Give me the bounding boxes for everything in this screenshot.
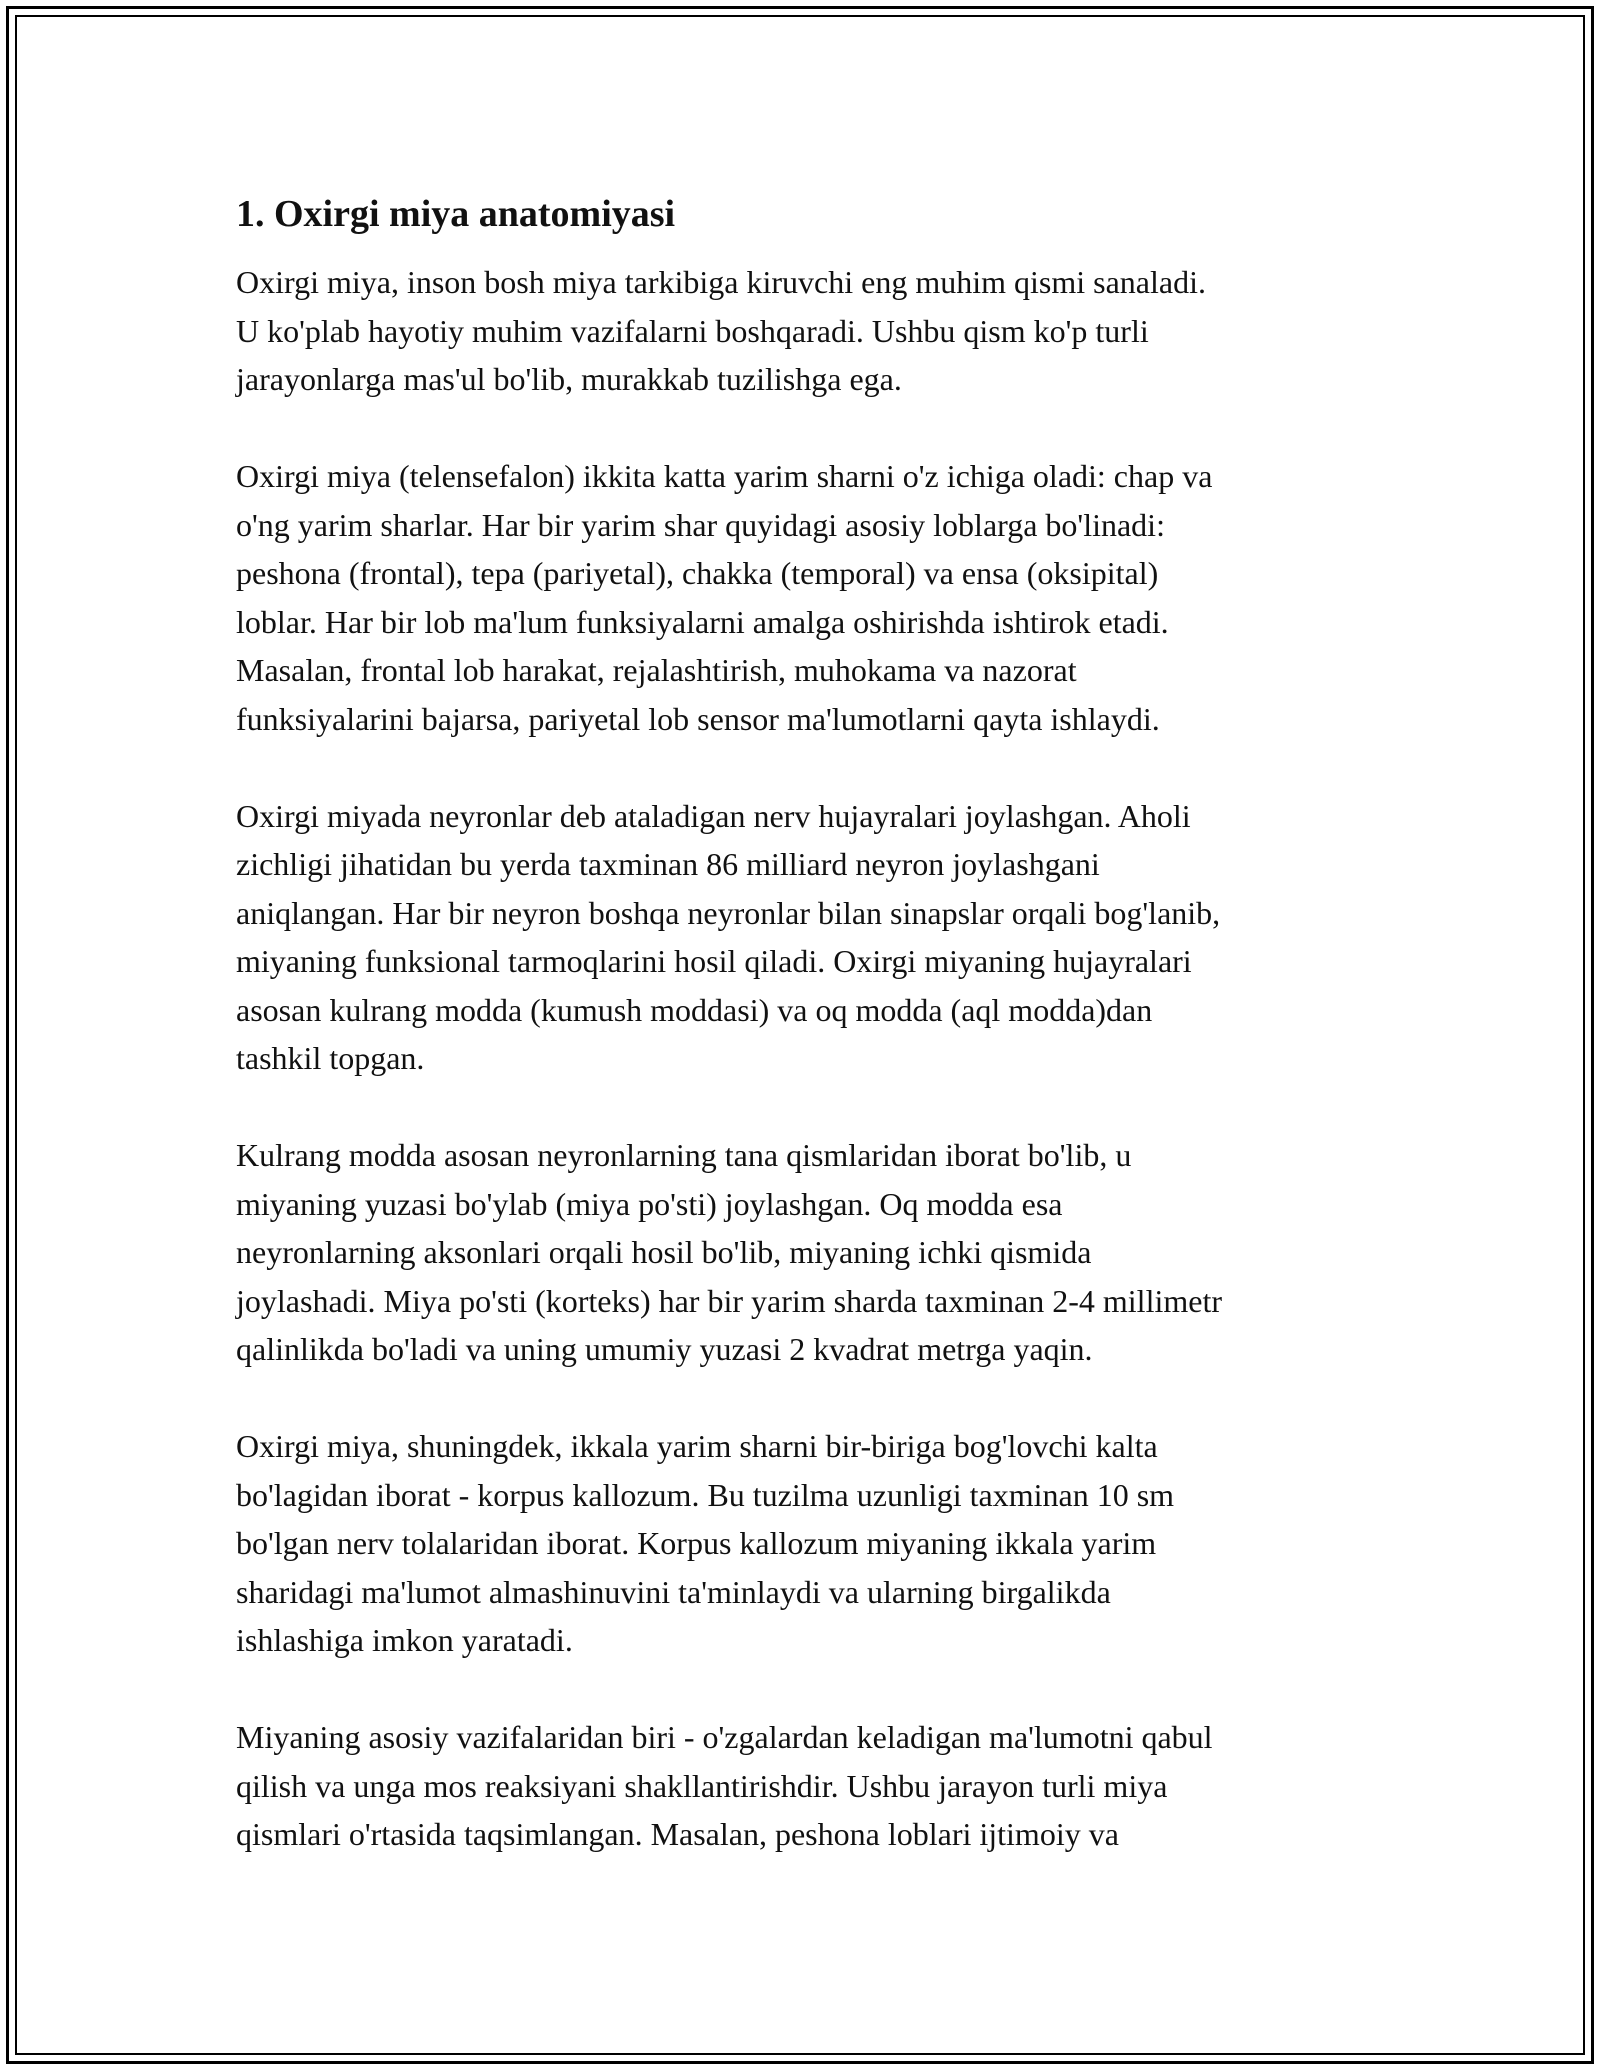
text-line: asosan kulrang modda (kumush moddasi) va oq modda (aql modda)dan xyxy=(236,991,1153,1028)
text-line: Masalan, frontal lob harakat, rejalashtirish, muhokama va nazorat xyxy=(236,652,1077,688)
text-line: qilish va unga mos reaksiyani shakllantirishdir. Ushbu jarayon turli miya xyxy=(236,1767,1168,1804)
section-heading: 1. Oxirgi miya anatomiyasi xyxy=(236,193,676,235)
text-line: neyronlarning aksonlari orqali hosil bo'lib, miyaning ichki qismida xyxy=(236,1234,1092,1270)
text-line: Oxirgi miya, shuningdek, ikkala yarim sharni bir-biriga bog'lovchi kalta xyxy=(236,1428,1158,1464)
text-line: jarayonlarga mas'ul bo'lib, murakkab tuzilishga ega. xyxy=(236,361,902,397)
text-line: miyaning funksional tarmoqlarini hosil qiladi. Oxirgi miyaning hujayralari xyxy=(236,943,1192,979)
document-body xyxy=(236,190,1396,1907)
text-line: tashkil topgan. xyxy=(236,1040,425,1076)
text-line: bo'lgan nerv tolalaridan iborat. Korpus kallozum miyaning ikkala yarim xyxy=(236,1525,1157,1561)
text-line: funksiyalarini bajarsa, pariyetal lob sensor ma'lumotlarni qayta ishlaydi. xyxy=(236,700,1160,737)
paragraph xyxy=(236,1131,1396,1374)
text-line: Oxirgi miyada neyronlar deb ataladigan nerv hujayralari joylashgan. Aholi xyxy=(236,797,1191,834)
paragraph xyxy=(236,452,1396,743)
paragraph-list xyxy=(236,258,1396,1859)
text-line: miyaning yuzasi bo'ylab (miya po'sti) joylashgan. Oq modda esa xyxy=(236,1185,1063,1222)
paragraph xyxy=(236,1422,1396,1665)
text-line: sharidagi ma'lumot almashinuvini ta'minlaydi va ularning birgalikda xyxy=(236,1573,1111,1610)
text-line: peshona (frontal), tepa (pariyetal), chakka (temporal) va ensa (oksipital) xyxy=(236,555,1159,591)
paragraph xyxy=(236,1713,1396,1859)
text-line: Miyaning asosiy vazifalaridan biri - o'zgalardan keladigan ma'lumotni qabul xyxy=(236,1719,1213,1755)
text-line: zichligi jihatidan bu yerda taxminan 86 milliard neyron joylashgani xyxy=(236,846,1100,882)
text-line: Oxirgi miya, inson bosh miya tarkibiga kiruvchi eng muhim qismi sanaladi. xyxy=(236,264,1206,300)
text-line: joylashadi. Miya po'sti (korteks) har bir yarim sharda taxminan 2-4 millimetr xyxy=(236,1282,1222,1319)
text-line: Kulrang modda asosan neyronlarning tana qismlaridan iborat bo'lib, u xyxy=(236,1137,1132,1173)
text-line: qalinlikda bo'ladi va uning umumiy yuzasi 2 kvadrat metrga yaqin. xyxy=(236,1331,1093,1367)
text-line: Oxirgi miya (telensefalon) ikkita katta yarim sharni o'z ichiga oladi: chap va xyxy=(236,458,1213,494)
text-line: o'ng yarim sharlar. Har bir yarim shar quyidagi asosiy loblarga bo'linadi: xyxy=(236,506,1165,543)
text-line: ishlashiga imkon yaratadi. xyxy=(236,1622,573,1658)
text-line: bo'lagidan iborat - korpus kallozum. Bu tuzilma uzunligi taxminan 10 sm xyxy=(236,1476,1175,1513)
text-line: aniqlangan. Har bir neyron boshqa neyronlar bilan sinapslar orqali bog'lanib, xyxy=(236,894,1221,931)
text-line: loblar. Har bir lob ma'lum funksiyalarni amalga oshirishda ishtirok etadi. xyxy=(236,603,1169,640)
paragraph xyxy=(236,792,1396,1083)
paragraph xyxy=(236,258,1396,404)
text-line: U ko'plab hayotiy muhim vazifalarni boshqaradi. Ushbu qism ko'p turli xyxy=(236,312,1149,349)
text-line: qismlari o'rtasida taqsimlangan. Masalan, peshona loblari ijtimoiy va xyxy=(236,1816,1119,1852)
